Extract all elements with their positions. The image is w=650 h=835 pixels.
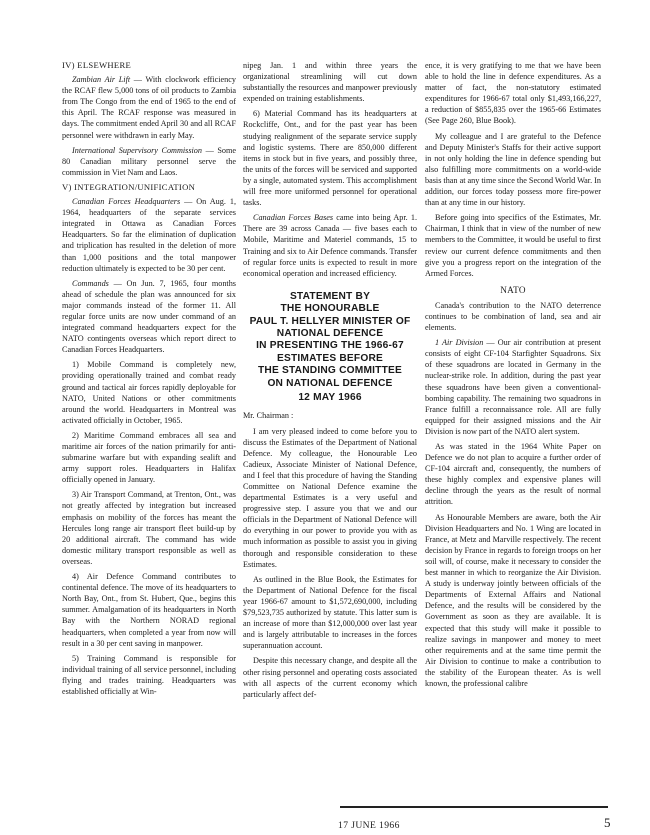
statement-line: IN PRESENTING THE 1966-67 <box>256 340 404 352</box>
statement-date: 12 MAY 1966 <box>298 392 362 404</box>
paragraph-lead: Canadian Forces Headquarters <box>72 197 181 207</box>
paragraph-text: — On Aug. 1, 1964, headquarters of the separate services integrated in Ottawa as Canadian Forces Headquarters. So far the elimination of duplication and triplication has resulted in the deletion of more than 1,000 positions and the total manpower reduction ultimately is expected to be 30 per cent. <box>62 197 237 273</box>
statement-line: ON NATIONAL DEFENCE <box>267 377 393 389</box>
paragraph: Despite this necessary change, and despite all the other rising personnel and operating costs associated with all aspects of the current economy which particularly affect def- <box>243 656 417 699</box>
column-2 <box>243 60 417 704</box>
paragraph-text: — Our air contribution at present consists of eight CF-104 Starfighter Squadrons. Six of these squadrons are located in Germany in the nuclear-strike role. In addition, during the past year these squadrons have been given a conventional-bombing capability. The remaining two squadrons in France fulfill a reconnaissance role. All are fully equipped for their assigned missions and the Air Division is now part of the NATO alert system. <box>425 338 602 436</box>
paragraph-text: came into being Apr. 1. There are 39 across Canada — five bases each to Mobile, Maritime and Materiel commands, 15 to Training and six to Air Defence commands. Transfer of regular force units is expected to result in more economical operation and increased efficiency. <box>243 213 417 278</box>
column-3 <box>425 60 601 693</box>
paragraph-lead: 1 Air Division <box>435 338 484 348</box>
statement-line: THE STANDING COMMITTEE <box>258 365 402 377</box>
paragraph: nipeg Jan. 1 and within three years the organizational streamlining will cut down substantially the resources and manpower previously expended on training establishments. <box>243 61 417 104</box>
paragraph: 1) Mobile Command is completely new, providing operationally trained and combat ready ground and tactical air forces rapidly deployable for NATO, United Nations or other commitments around the world. Headquarters in Montreal was activated officially in October, 1965. <box>62 360 236 425</box>
paragraph-lead: Commands <box>72 278 109 288</box>
paragraph <box>62 278 236 356</box>
paragraph-text: — Some 80 Canadian military personnel serve the commission in Viet Nam and Laos. <box>62 145 236 177</box>
paragraph <box>425 337 601 437</box>
paragraph: Before going into specifics of the Estimates, Mr. Chairman, I think that in view of the number of new members to the Committee, it would be useful to first review our current defence commitments and then give you a progress report on the integration of the Armed Forces. <box>425 213 601 278</box>
column-1 <box>62 60 236 701</box>
salutation: Mr. Chairman : <box>243 411 294 421</box>
paragraph-text: — With clockwork efficiency the RCAF flew 5,000 tons of oil products to Zambia from The Congo from the end of 1965 to the end of this April. The RCAF response was measured in days. The commitment ended April 30 and all RCAF personnel were withdrawn in early May. <box>62 75 237 140</box>
paragraph: I am very pleased indeed to come before you to discuss the Estimates of the Department of National Defence. My colleague, the Honourable Leo Cadieux, Associate Minister of National Defence, and I feel that this procedure of having the Standing Committee on National Defence examine the departmental Estimates is a very useful and progressive step. I assure you that we and our officials in the Department of National Defence will do everything in our power to provide you with as much information as possible to assist you in giving thorough and responsible consideration to these Estimates. <box>243 426 417 569</box>
statement-line: THE HONOURABLE <box>280 303 380 315</box>
paragraph: As Honourable Members are aware, both the Air Division Headquarters and No. 1 Wing are located in France, at Metz and Marville respectively. The recent decision by France in regards to foreign troops on her soil will, of course, make it necessary to consider the best manner in which to reorganize the Air Division. A study is underway jointly between officials of the Departments of External Affairs and National Defence, and the results will be considered by the Government as soon as they are available. It is expected that this study will make it possible to realize savings in manpower and money to meet other requirements and at the same time permit the Air Division to continue to make a contribution to the stability of the European theater. As is well known, the professional calibre <box>425 512 601 688</box>
paragraph <box>243 212 417 279</box>
footer-rule <box>340 806 608 808</box>
section-heading-nato: NATO <box>500 284 526 295</box>
paragraph: As outlined in the Blue Book, the Estimates for the Department of National Defence for the fiscal year 1966-67 amount to $1,572,690,000, including $79,523,735 authorized by statute. This latter sum is an increase of more than $12,000,000 over last year and is largely attributable to increases in the forces superannuation account. <box>243 574 417 651</box>
footer-date: 17 JUNE 1966 <box>338 820 400 831</box>
statement-line: PAUL T. HELLYER MINISTER OF <box>249 315 411 327</box>
statement-line: ESTIMATES BEFORE <box>276 352 384 364</box>
paragraph: 2) Maritime Command embraces all sea and maritime air forces of the nation primarily for anti-submarine warfare but with expanding sealift and army support roles. Headquarters in Halifax officially opened in January. <box>62 430 236 485</box>
paragraph: ence, it is very gratifying to me that we have been able to hold the line in defence expenditures. As a matter of fact, the non-statutory estimated expenditures for 1966-67 total only $1,493,166,227, a reduction of $855,835 over the 1965-66 Estimates (See Page 260, Blue Book). <box>425 61 601 126</box>
paragraph-lead: Canadian Forces Bases <box>253 213 334 223</box>
paragraph: 5) Training Command is responsible for individual training of all service personnel, including flying and trades training. Headquarters was established officially at Win- <box>62 653 236 696</box>
paragraph: 6) Material Command has its headquarters at Rockcliffe, Ont., and for the past year has been studying realignment of the separate service supply and logistic systems. There are 850,000 different items in stock but in five years, and possibly three, the units of the forces will be serviced and supported by a single, automated system. This accomplishment will free more uniformed personnel for operational tasks. <box>243 109 417 208</box>
paragraph <box>62 196 236 274</box>
section-heading-elsewhere: IV) ELSEWHERE <box>62 60 132 70</box>
paragraph: 4) Air Defence Command contributes to continental defence. The move of its headquarters to North Bay, Ont., from St. Hubert, Que., begins this summer. Amalgamation of its headquarters in North Bay with the Northern NORAD regional headquarters, when completed a year from now will result in a 30 per cent saving in manpower. <box>62 572 236 648</box>
statement-line: NATIONAL DEFENCE <box>276 328 384 339</box>
paragraph: 3) Air Transport Command, at Trenton, Ont., was not greatly affected by integration but increased emphasis on mobility of the forces has meant the Hercules long range air transport fleet build-up by 20 additional aircraft. The command has wide domestic military transport responsible as well as overseas. <box>62 490 236 566</box>
section-heading-integration: V) INTEGRATION/UNIFICATION <box>62 181 196 192</box>
paragraph-lead: International Supervisory Commission <box>72 145 202 155</box>
paragraph: As was stated in the 1964 White Paper on Defence we do not plan to acquire a further order of CF-104 aircraft and, consequently, the numbers of these highly complex and expensive planes will decline through the years as the result of normal attrition. <box>425 442 601 507</box>
paragraph-lead: Zambian Air Lift <box>72 75 131 85</box>
paragraph <box>62 145 236 178</box>
paragraph: My colleague and I are grateful to the Defence and Deputy Minister's Staffs for their active support in not only holding the line in defence spending but also fulfilling more commitments on a world-wide basis than at any time since the Second World War. In addition, our forces today possess more fire-power than at any time in our history. <box>425 131 601 208</box>
paragraph: Canada's contribution to the NATO deterrence continues to be combination of land, sea and air elements. <box>425 300 601 333</box>
paragraph-text: — On Jun. 7, 1965, four months ahead of schedule the plan was announced for six major commands instead of the former 11. All regular force units are now under command of an integrated command headquarters expect for the NATO contingents overseas which report direct to Canadian Forces Headquarters. <box>62 278 236 355</box>
statement-line: STATEMENT BY <box>289 290 371 302</box>
page-number: 5 <box>604 815 611 830</box>
statement-heading <box>243 291 417 405</box>
paragraph <box>62 74 236 141</box>
